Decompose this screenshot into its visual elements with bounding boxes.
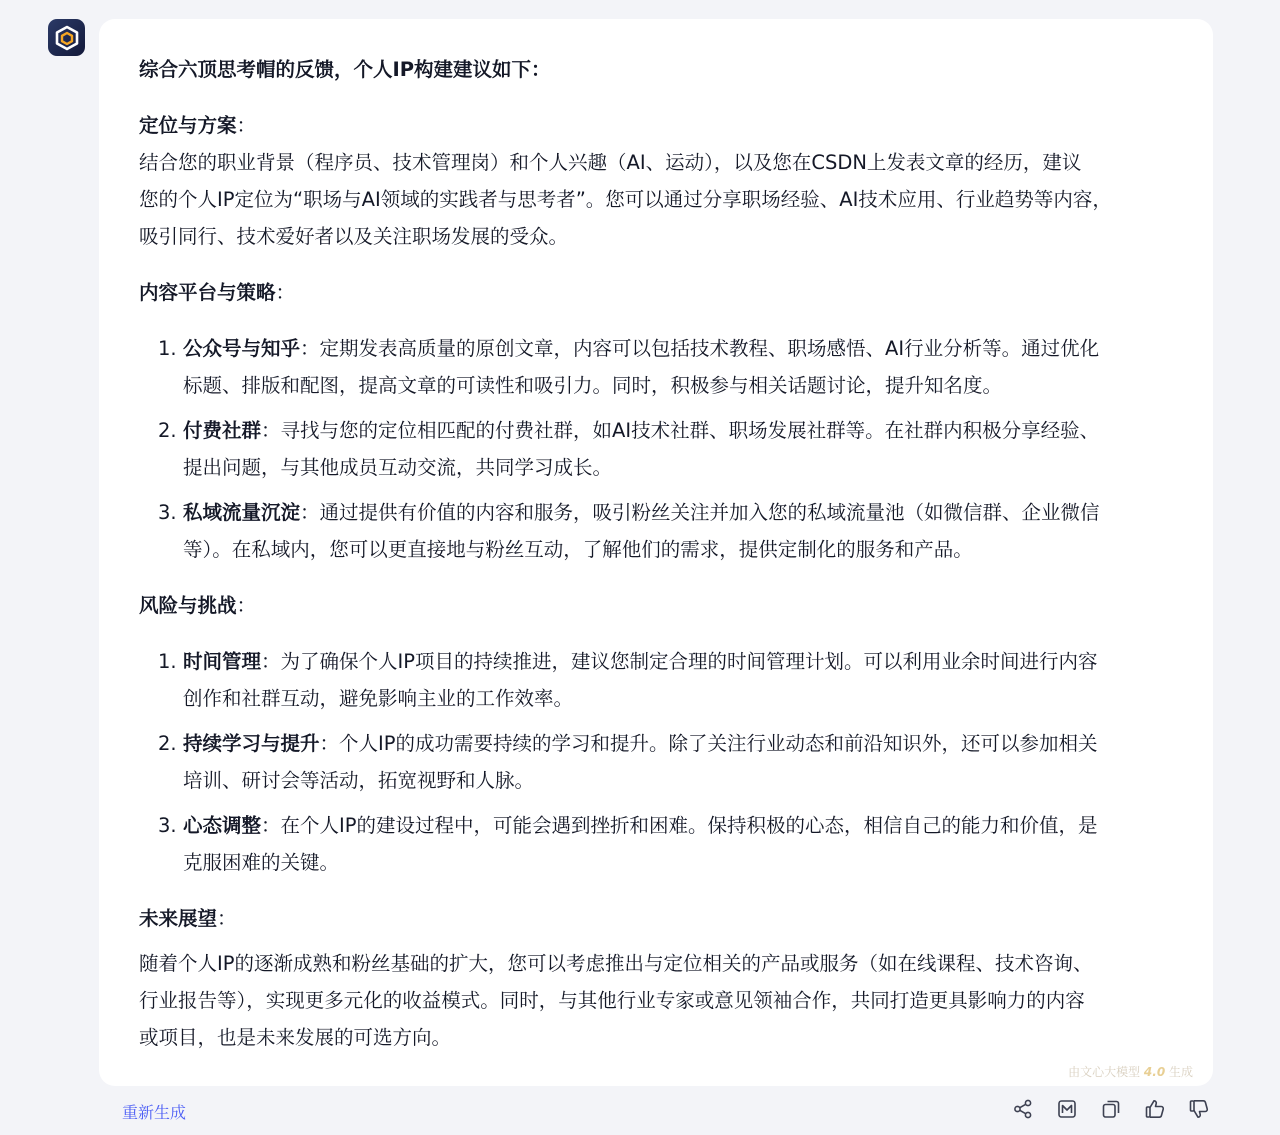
list-item-text-continued: 等）。在私域内，您可以更直接地与粉丝互动，了解他们的需求，提供定制化的服务和产品。 <box>183 538 973 561</box>
section-outlook-heading <box>139 900 1173 937</box>
list-item-text-continued: 创作和社群互动，避免影响主业的工作效率。 <box>183 687 574 710</box>
list-item <box>139 643 1173 717</box>
list-item-number: 3. <box>158 814 177 837</box>
list-item <box>139 412 1173 486</box>
list-item <box>139 330 1173 404</box>
list-item-number: 2. <box>158 419 177 442</box>
mind-map-button[interactable] <box>1056 1098 1078 1120</box>
section-outlook-title: 未来展望 <box>139 907 218 930</box>
mind-map-icon <box>1056 1098 1078 1120</box>
assistant-message-card <box>99 19 1213 1086</box>
share-button[interactable] <box>1012 1098 1034 1120</box>
list-item-text: ：为了确保个人IP项目的持续推进，建议您制定合理的时间管理计划。可以利用业余时间进行内容 <box>261 650 1098 673</box>
section-positioning-title: 定位与方案 <box>139 114 237 137</box>
section-platform-title: 内容平台与策略 <box>139 281 276 304</box>
regenerate-button[interactable]: 重新生成 <box>122 1103 187 1122</box>
list-item <box>139 494 1173 568</box>
section-risks-colon: ： <box>236 594 257 617</box>
list-item-label: 公众号与知乎 <box>183 337 301 360</box>
list-item-text-continued: 提出问题，与其他成员互动交流，共同学习成长。 <box>183 456 613 479</box>
list-item-label: 付费社群 <box>183 419 262 442</box>
assistant-logo-icon <box>54 25 80 51</box>
message-actions <box>1012 1098 1210 1120</box>
risks-list <box>139 643 1173 881</box>
list-item-text: ：在个人IP的建设过程中，可能会遇到挫折和困难。保持积极的心态，相信自己的能力和价值，是 <box>261 814 1098 837</box>
watermark-prefix: 由文心大模型 <box>1068 1065 1144 1079</box>
section-platform-colon: ： <box>275 281 296 304</box>
paragraph-line: 随着个人IP的逐渐成熟和粉丝基础的扩大，您可以考虑推出与定位相关的产品或服务（如在线课程、技术咨询、 <box>139 952 1093 975</box>
paragraph-line: 吸引同行、技术爱好者以及关注职场发展的受众。 <box>139 225 569 248</box>
list-item-text-continued: 克服困难的关键。 <box>183 851 340 874</box>
paragraph-line: 您的个人IP定位为“职场与AI领域的实践者与思考者”。您可以通过分享职场经验、AI技术应用、行业趋势等内容， <box>139 188 1112 211</box>
paragraph-line: 行业报告等），实现更多元化的收益模式。同时，与其他行业专家或意见领袖合作，共同打造更具影响力的内容 <box>139 989 1085 1012</box>
list-item-text-continued: 培训、研讨会等活动，拓宽视野和人脉。 <box>183 769 535 792</box>
section-outlook-colon: ： <box>217 907 237 930</box>
list-item <box>139 807 1173 881</box>
list-item-label: 持续学习与提升 <box>183 732 320 755</box>
list-item-label: 心态调整 <box>183 814 262 837</box>
list-item-text: ：个人IP的成功需要持续的学习和提升。除了关注行业动态和前沿知识外，还可以参加相关 <box>319 732 1098 755</box>
section-platform-heading <box>139 274 1173 311</box>
assistant-avatar <box>48 19 85 56</box>
list-item-number: 1. <box>158 650 177 673</box>
platform-list <box>139 330 1173 568</box>
message-intro: 综合六顶思考帽的反馈，个人IP构建建议如下： <box>139 58 551 81</box>
watermark-suffix: 生成 <box>1165 1065 1193 1079</box>
copy-icon <box>1100 1098 1122 1120</box>
generated-by-watermark <box>1068 1063 1193 1080</box>
list-item-number: 3. <box>158 501 177 524</box>
list-item-label: 时间管理 <box>183 650 262 673</box>
list-item-label: 私域流量沉淀 <box>183 501 301 524</box>
list-item-number: 2. <box>158 732 177 755</box>
copy-button[interactable] <box>1100 1098 1122 1120</box>
paragraph-line: 结合您的职业背景（程序员、技术管理岗）和个人兴趣（AI、运动），以及您在CSDN上发表文章的经历，建议 <box>139 151 1082 174</box>
list-item-text: ：寻找与您的定位相匹配的付费社群，如AI技术社群、职场发展社群等。在社群内积极分享经验、 <box>261 419 1100 442</box>
section-risks-title: 风险与挑战 <box>139 594 237 617</box>
like-button[interactable] <box>1144 1098 1166 1120</box>
dislike-button[interactable] <box>1188 1098 1210 1120</box>
share-icon <box>1012 1098 1034 1120</box>
list-item-text: ：定期发表高质量的原创文章，内容可以包括技术教程、职场感悟、AI行业分析等。通过优化 <box>300 337 1100 360</box>
thumbs-up-icon <box>1144 1098 1166 1120</box>
section-risks-heading <box>139 587 1173 624</box>
list-item-text-continued: 标题、排版和配图，提高文章的可读性和吸引力。同时，积极参与相关话题讨论，提升知名度。 <box>183 374 1003 397</box>
section-positioning-heading <box>139 107 1173 144</box>
section-positioning-paragraph <box>139 144 1173 255</box>
paragraph-line: 或项目，也是未来发展的可选方向。 <box>139 1026 452 1049</box>
watermark-version: 4.0 <box>1143 1065 1166 1079</box>
section-outlook-paragraph <box>139 945 1173 1056</box>
list-item <box>139 725 1173 799</box>
list-item-text: ：通过提供有价值的内容和服务，吸引粉丝关注并加入您的私域流量池（如微信群、企业微信 <box>300 501 1100 524</box>
list-item-number: 1. <box>158 337 177 360</box>
section-positioning-colon: ： <box>236 114 257 137</box>
thumbs-down-icon <box>1188 1098 1210 1120</box>
